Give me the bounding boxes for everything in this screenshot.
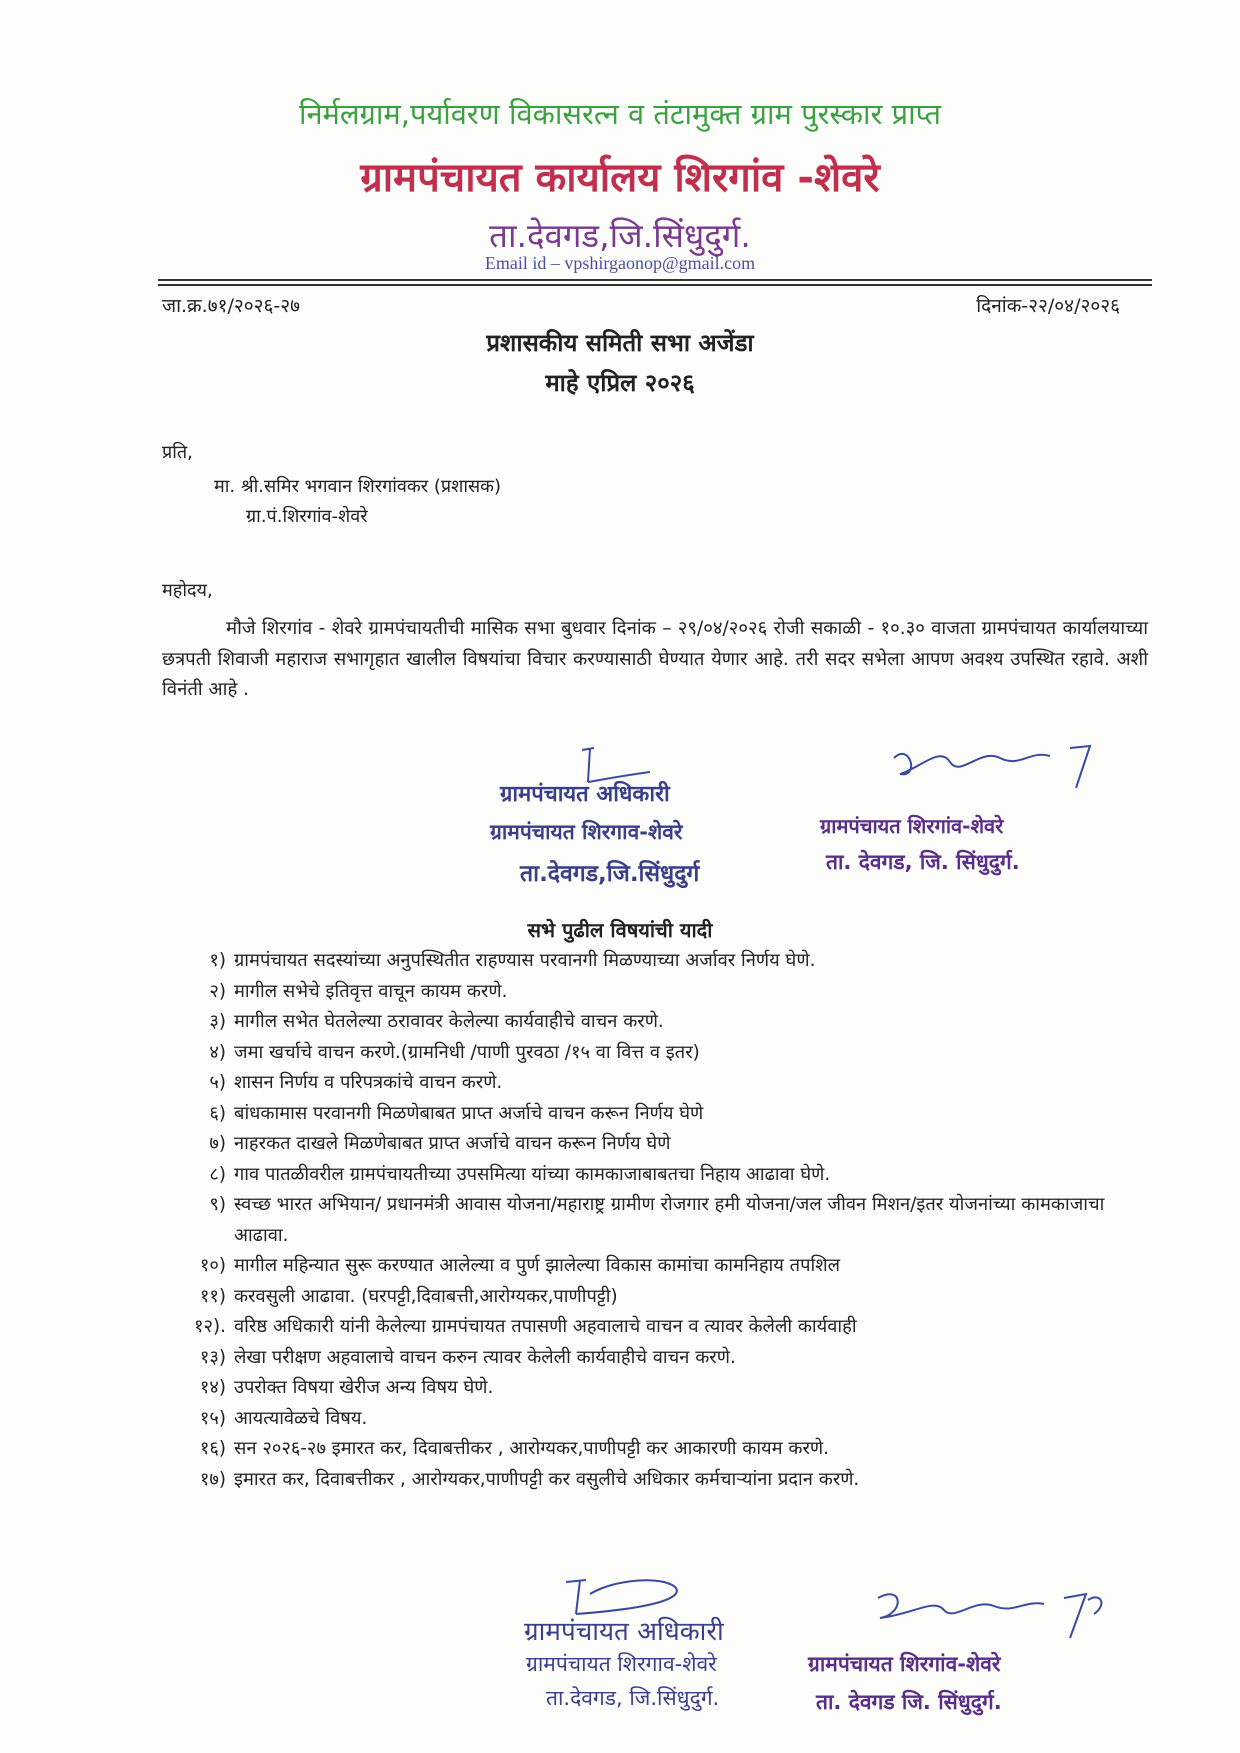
office-name: ग्रामपंचायत कार्यालय शिरगांव -शेवरे	[360, 155, 880, 201]
agenda-title: सभे पुढील विषयांची यादी	[527, 918, 713, 942]
list-item: ३) मागील सभेत घेतलेल्या ठरावावर केलेल्या कार्यवाहीचे वाचन करणे.	[209, 1011, 664, 1032]
page-title: प्रशासकीय समिती सभा अजेंडा	[486, 329, 754, 357]
body-paragraph: मौजे शिरगांव - शेवरे ग्रामपंचायतीची मासिक सभा बुधवार दिनांक – २९/०४/२०२६ रोजी सकाळी - १०.३० वाजता ग्रामपंचायत कार्यालयाच्या छत्रपती शिवाजी महाराज सभागृहात खालील विषयांचा विचार करण्यासाठी घेण्यात येणार आहे. तरी सदर सभेला आपण अवश्य उपस्थित रहावे. अशी विनंती आहे .	[162, 618, 1148, 700]
to-label: प्रति,	[162, 442, 193, 463]
list-item: १) ग्रामपंचायत सदस्यांच्या अनुपस्थितीत राहण्यास परवानगी मिळण्याच्या अर्जावर निर्णय घेणे.	[209, 950, 816, 971]
administrator-stamp-bottom-line1: ग्रामपंचायत शिरगांव-शेवरे	[808, 1652, 1001, 1676]
addressee-name: मा. श्री.समिर भगवान शिरगांवकर (प्रशासक)	[214, 476, 501, 497]
header-divider-bottom	[158, 284, 1152, 286]
letter-date: दिनांक-२२/०४/२०२६	[976, 295, 1120, 317]
list-item: १७) इमारत कर, दिवाबत्तीकर , आरोग्यकर,पाणीपट्टी कर वसुलीचे अधिकार कर्मचाऱ्यांना प्रदान करणे.	[199, 1468, 860, 1490]
email-line: Email id – vpshirgaonop@gmail.com	[484, 253, 756, 273]
list-item: ५) शासन निर्णय व परिपत्रकांचे वाचन करणे.	[209, 1072, 503, 1093]
list-item: ६) बांधकामास परवानगी मिळणेबाबत प्राप्त अर्जाचे वाचन करून निर्णय घेणे	[209, 1102, 704, 1124]
officer-stamp-bottom-line1: ग्रामपंचायत अधिकारी	[524, 1617, 724, 1647]
list-item: १६) सन २०२६-२७ इमारत कर, दिवाबत्तीकर , आरोग्यकर,पाणीपट्टी कर आकारणी कायम करणे.	[199, 1438, 829, 1459]
officer-stamp-bottom-line3: ता.देवगड, जि.सिंधुदुर्ग.	[546, 1686, 720, 1710]
administrator-signature-top	[880, 738, 1120, 808]
list-item: १०) मागील महिन्यात सुरू करण्यात आलेल्या व पुर्ण झालेल्या विकास कामांचा कामनिहाय तपशिल	[199, 1255, 841, 1276]
page-subtitle: माहे एप्रिल २०२६	[545, 369, 695, 397]
addressee-place: ग्रा.पं.शिरगांव-शेवरे	[246, 506, 368, 527]
list-item: २) मागील सभेचे इतिवृत्त वाचून कायम करणे.	[209, 980, 508, 1002]
administrator-stamp-line1: ग्रामपंचायत शिरगांव-शेवरे	[820, 814, 1004, 838]
list-item: ९) स्वच्छ भारत अभियान/ प्रधानमंत्री आवास योजना/महाराष्ट्र ग्रामीण रोजगार हमी योजना/जल जीवन मिशन/इतर योजनांच्या कामकाजाचा आढावा.	[209, 1194, 1105, 1246]
officer-stamp-bottom-line2: ग्रामपंचायत शिरगाव-शेवरे	[526, 1652, 717, 1676]
taluka-district: ता.देवगड,जि.सिंधुदुर्ग.	[489, 216, 751, 255]
administrator-signature-bottom	[864, 1584, 1114, 1654]
list-item: ११) करवसुली आढावा. (घरपट्टी,दिवाबत्ती,आरोग्यकर,पाणीपट्टी)	[199, 1285, 618, 1307]
salutation: महोदय,	[162, 580, 213, 601]
list-item: ७) नाहरकत दाखले मिळणेबाबत प्राप्त अर्जाचे वाचन करून निर्णय घेणे	[209, 1133, 671, 1154]
administrator-stamp-line2: ता. देवगड, जि. सिंधुदुर्ग.	[826, 850, 1020, 874]
header-divider-top	[158, 279, 1152, 281]
list-item: १५) आयत्यावेळचे विषय.	[199, 1407, 368, 1429]
agenda-list	[180, 946, 1140, 1495]
reference-number: जा.क्र.७१/२०२६-२७	[162, 295, 300, 317]
list-item: १४) उपरोक्त विषया खेरीज अन्य विषय घेणे.	[199, 1377, 494, 1398]
officer-stamp-line2: ग्रामपंचायत शिरगाव-शेवरे	[490, 820, 683, 844]
list-item: १३) लेखा परीक्षण अहवालाचे वाचन करुन त्यावर केलेली कार्यवाहीचे वाचन करणे.	[199, 1346, 736, 1368]
list-item: ४) जमा खर्चाचे वाचन करणे.(ग्रामनिधी /पाणी पुरवठा /१५ वा वित्त व इतर)	[209, 1041, 700, 1063]
award-line: निर्मलग्राम,पर्यावरण विकासरत्न व तंटामुक्त ग्राम पुरस्कार प्राप्त	[298, 97, 942, 131]
officer-stamp-line3: ता.देवगड,जि.सिंधुदुर्ग	[520, 861, 700, 887]
list-item: ८) गाव पातळीवरील ग्रामपंचायतीच्या उपसमित्या यांच्या कामकाजाबाबतचा निहाय आढावा घेणे.	[209, 1163, 831, 1185]
list-item: १२). वरिष्ठ अधिकारी यांनी केलेल्या ग्रामपंचायत तपासणी अहवालाचे वाचन व त्यावर केलेली कार्यवाही	[194, 1316, 857, 1337]
administrator-stamp-bottom-line2: ता. देवगड जि. सिंधुदुर्ग.	[816, 1690, 1002, 1714]
officer-stamp-line1: ग्रामपंचायत अधिकारी	[500, 782, 670, 807]
